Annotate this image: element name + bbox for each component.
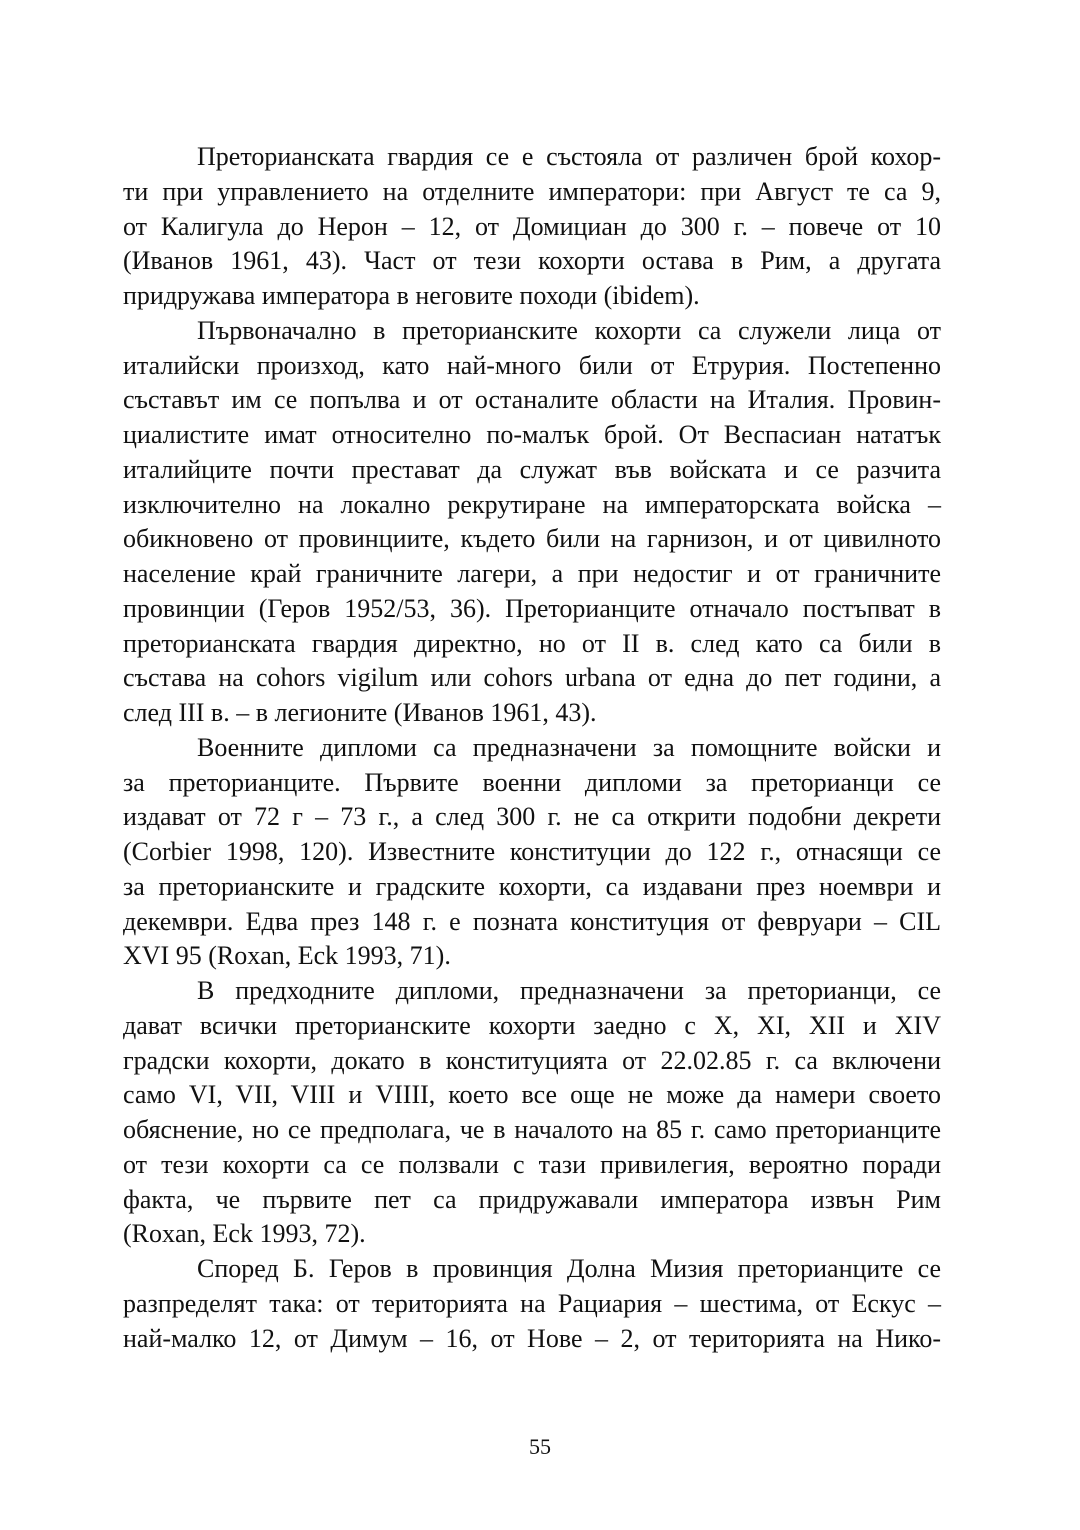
text-line: обикновено от провинциите, където били на гарнизон, и от цивилното (123, 524, 941, 554)
text-line: разпределят така: от територията на Рациария – шестима, от Ескус – (123, 1288, 941, 1318)
paragraph (123, 731, 941, 974)
text-line: съставът им се попълва и от останалите области на Италия. Провин- (123, 385, 941, 415)
text-line: най-малко 12, от Димум – 16, от Нове – 2, от територията на Нико- (123, 1323, 941, 1353)
text-line: преторианската гвардия директно, но от II в. след като са били в (123, 628, 941, 658)
text-line: изключително на локално рекрутиране на императорската войска – (123, 489, 941, 519)
text-line: Според Б. Геров в провинция Долна Мизия преторианците се (197, 1254, 941, 1283)
text-line: за преторианските и градските кохорти, са издавани през ноември и (123, 871, 941, 901)
text-line: дават всички преторианските кохорти заедно с X, XI, XII и XIV (123, 1010, 941, 1040)
text-line: издават от 72 г – 73 г., а след 300 г. не са открити подобни декрети (123, 802, 941, 832)
paragraph (123, 1252, 941, 1356)
text-line: обяснение, но се предполага, че в началото на 85 г. само преторианците (123, 1115, 941, 1144)
text-line: за преторианците. Първите военни дипломи за преторианци се (123, 767, 941, 797)
text-line: провинции (Геров 1952/53, 36). Преторианците отначало постъпват в (123, 593, 941, 623)
text-line: (Corbier 1998, 120). Известните конституции до 122 г., отнасящи се (123, 837, 941, 866)
text-line: Преторианската гвардия се е състояла от различен брой кохор- (197, 142, 941, 171)
text-line: от Калигула до Нерон – 12, от Домициан до 300 г. – повече от 10 (123, 211, 941, 241)
text-line: население край граничните лагери, а при недостиг и от граничните (123, 559, 941, 588)
text-line: след III в. – в легионите (Иванов 1961, 43). (123, 698, 597, 727)
text-line: ти при управлението на отделните императори: при Август те са 9, (123, 176, 941, 206)
text-line: факта, че първите пет са придружавали императора извън Рим (123, 1184, 941, 1214)
text-line: XVI 95 (Roxan, Eck 1993, 71). (123, 941, 451, 971)
page-number: 55 (529, 1434, 551, 1459)
text-line: (Roxan, Eck 1993, 72). (123, 1219, 366, 1249)
paragraph (123, 974, 941, 1252)
text-line: Военните дипломи са предназначени за помощните войски и (197, 732, 941, 762)
text-line: декември. Едва през 148 г. е позната конституция от февруари – CIL (123, 906, 941, 936)
paragraph (123, 314, 941, 731)
text-line: градски кохорти, докато в конституцията от 22.02.85 г. са включени (123, 1045, 941, 1075)
text-line: италийски произход, като най-много били от Етрурия. Постепенно (123, 350, 941, 380)
text-line: от тези кохорти са се ползвали с тази привилегия, вероятно поради (123, 1149, 941, 1179)
text-line: италийците почти престават да служат във войската и се разчита (123, 454, 941, 484)
body-text (123, 140, 941, 1356)
text-line: циалистите имат относително по-малък брой. От Веспасиан нататък (123, 420, 941, 449)
text-line: В предходните дипломи, предназначени за преторианци, се (197, 976, 941, 1005)
text-line: придружава императора в неговите походи (ibidem). (123, 281, 700, 310)
text-line: (Иванов 1961, 43). Част от тези кохорти остава в Рим, а другата (123, 246, 941, 276)
text-line: само VI, VII, VIII и VIIII, което все още не може да намери своето (123, 1080, 941, 1110)
text-line: състава на cohors vigilum или cohors urbana от една до пет години, а (123, 663, 941, 693)
text-line: Първоначално в преторианските кохорти са служели лица от (197, 315, 941, 345)
paragraph (123, 140, 941, 314)
